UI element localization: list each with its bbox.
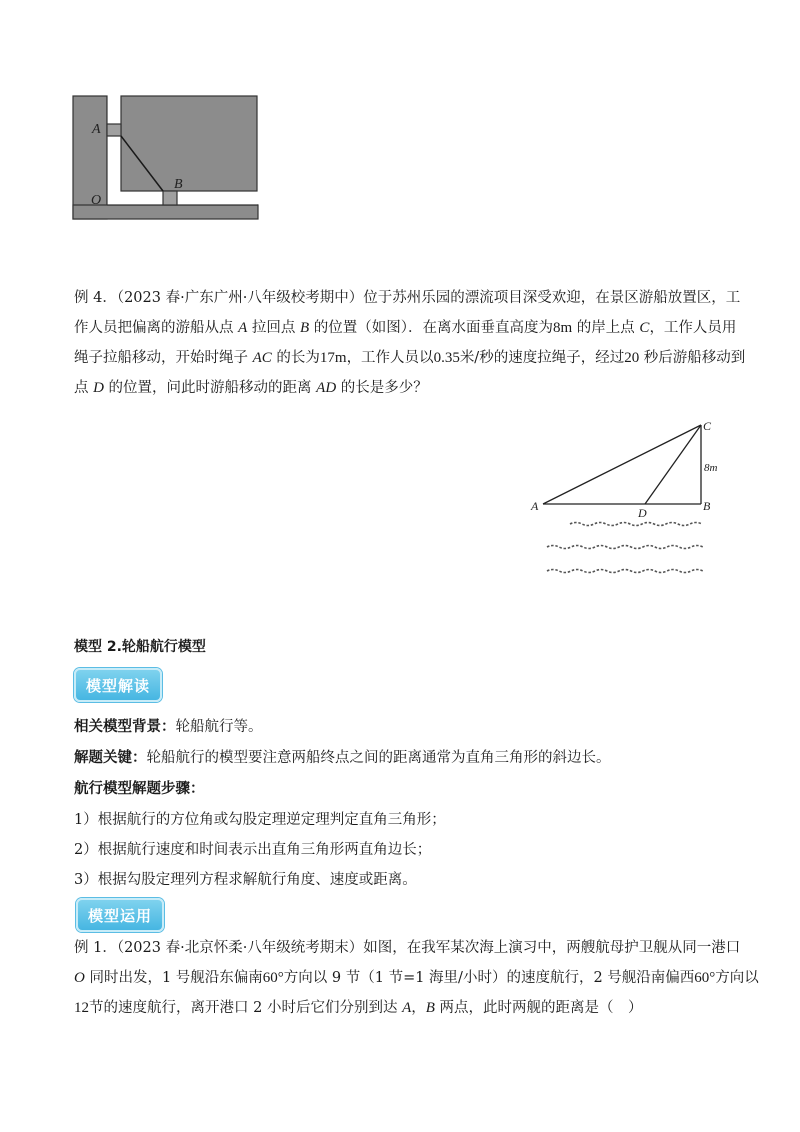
example-4-line-3: 绳子拉船移动，开始时绳子 AC 的长为17m，工作人员以0.35米/秒的速度拉绳子，经过20 秒后游船移动到 bbox=[74, 350, 746, 366]
label-d: D bbox=[638, 506, 647, 520]
step-1: 1）根据航行的方位角或勾股定理逆定理判定直角三角形； bbox=[74, 812, 446, 828]
figure-pool-diagram bbox=[70, 90, 265, 225]
step-2: 2）根据航行速度和时间表示出直角三角形两直角边长； bbox=[74, 842, 432, 858]
background-line bbox=[74, 715, 263, 736]
example-1-line-1: 例 1．（2023 春·北京怀柔·八年级统考期末）如图，在我军某次海上演习中，两艘航母护卫舰从同一港口 bbox=[74, 940, 741, 956]
steps-title: 航行模型解题步骤： bbox=[74, 781, 205, 797]
left-wall bbox=[73, 96, 107, 219]
label-b: B bbox=[703, 499, 711, 513]
label-a: A bbox=[531, 499, 539, 513]
segment-ac bbox=[543, 425, 701, 504]
example-4-line-4: 点 D 的位置，问此时游船移动的距离 AD 的长是多少？ bbox=[74, 380, 428, 396]
water-block bbox=[121, 96, 257, 191]
badge-model-interpret: 模型解读 bbox=[74, 668, 162, 702]
label-height: 8m bbox=[704, 462, 718, 474]
step-3: 3）根据勾股定理列方程求解航行角度、速度或距离。 bbox=[74, 872, 417, 888]
badge-model-apply: 模型运用 bbox=[76, 898, 164, 932]
section-title: 模型 2.轮船航行模型 bbox=[74, 639, 206, 655]
example-4-line-1: 例 4．（2023 春·广东广州·八年级校考期中）位于苏州乐园的漂流项目深受欢迎，在景区游船放置区，工 bbox=[74, 290, 741, 306]
label-b: B bbox=[174, 177, 183, 192]
example-4-line-2: 作人员把偏离的游船从点 A 拉回点 B 的位置（如图）．在离水面垂直高度为8m 的岸上点 C，工作人员用 bbox=[74, 320, 737, 336]
wave-line-3 bbox=[547, 570, 703, 573]
point-b-box bbox=[163, 191, 177, 205]
example-1-problem bbox=[74, 933, 759, 1023]
wave-line-2 bbox=[547, 546, 703, 549]
example-1-line-2: O 同时出发，1 号舰沿东偏南60°方向以 9 节（1 节=1 海里/小时）的速度航行，2 号舰沿南偏西60°方向以 bbox=[74, 970, 759, 986]
example-4-problem bbox=[74, 283, 746, 403]
label-c: C bbox=[703, 419, 712, 433]
figure-triangle-boat bbox=[525, 415, 725, 585]
label-o: O bbox=[91, 193, 102, 208]
label-a: A bbox=[92, 122, 101, 137]
background-label: 相关模型背景： bbox=[74, 719, 176, 735]
segment-dc bbox=[645, 425, 701, 504]
key-text: 轮船航行的模型要注意两船终点之间的距离通常为直角三角形的斜边长。 bbox=[146, 750, 611, 766]
background-text: 轮船航行等。 bbox=[175, 719, 263, 735]
wave-line-1 bbox=[570, 523, 702, 526]
key-label: 解题关键： bbox=[74, 750, 147, 766]
example-1-line-3: 12节的速度航行，离开港口 2 小时后它们分别到达 A，B 两点，此时两舰的距离是（ ） bbox=[74, 1000, 643, 1016]
point-a-box bbox=[107, 124, 121, 136]
key-line bbox=[74, 746, 611, 767]
